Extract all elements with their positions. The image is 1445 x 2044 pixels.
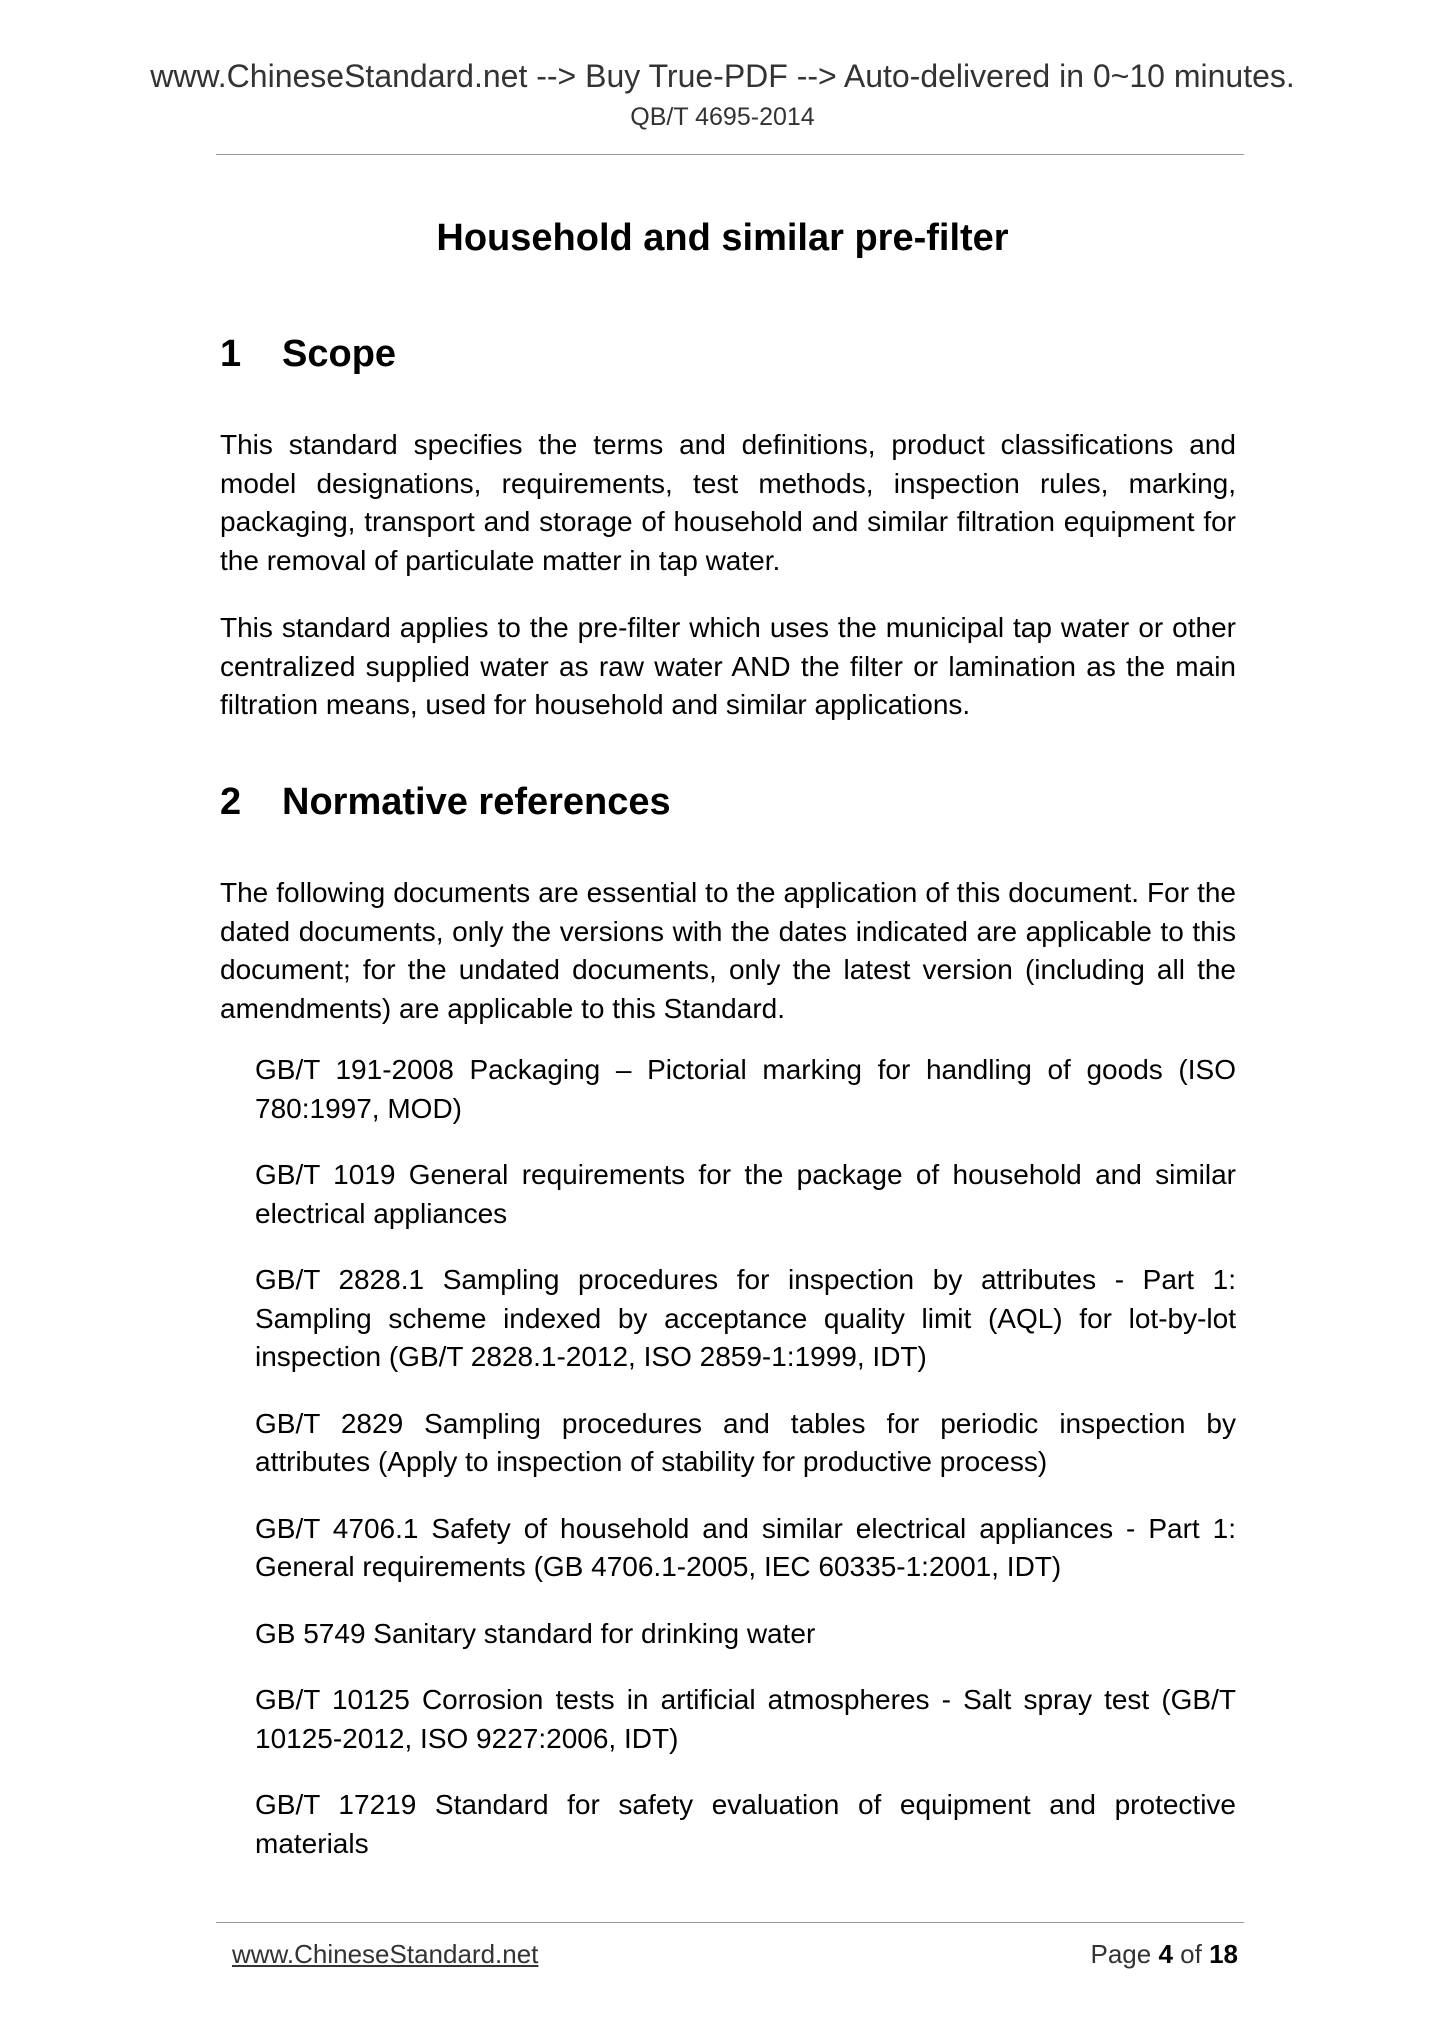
footer-site-link[interactable]: www.ChineseStandard.net bbox=[232, 1939, 539, 1969]
section-number: 1 bbox=[220, 333, 242, 375]
reference-item: GB/T 10125 Corrosion tests in artificial atmospheres - Salt spray test (GB/T 10125-2012, ISO 9227:2006, IDT) bbox=[255, 1684, 1236, 1754]
header-banner: www.ChineseStandard.net --> Buy True-PDF --> Auto-delivered in 0~10 minutes. bbox=[150, 58, 1295, 94]
reference-item: GB/T 4706.1 Safety of household and similar electrical appliances - Part 1: General requirements (GB 4706.1-2005, IEC 60335-1:2001, IDT) bbox=[255, 1512, 1236, 1582]
total-page-count: 18 bbox=[1209, 1939, 1238, 1969]
reference-item: GB/T 2829 Sampling procedures and tables for periodic inspection by attributes (Apply to inspection of stability for productive process) bbox=[255, 1407, 1236, 1477]
header-divider bbox=[216, 154, 1244, 155]
page-indicator bbox=[1090, 1939, 1238, 1970]
section-title: Scope bbox=[282, 333, 397, 375]
page-prefix: Page bbox=[1090, 1939, 1152, 1969]
page-of: of bbox=[1180, 1939, 1202, 1969]
header-standard-code: QB/T 4695-2014 bbox=[630, 103, 815, 131]
section-title: Normative references bbox=[282, 781, 671, 823]
reference-item: GB/T 1019 General requirements for the package of household and similar electrical appliances bbox=[255, 1159, 1236, 1229]
section-number: 2 bbox=[220, 781, 242, 823]
scope-paragraph-2: This standard applies to the pre-filter which uses the municipal tap water or other centralized supplied water as raw water AND the filter or lamination as the main filtration means, used for household and similar applications. bbox=[220, 612, 1236, 720]
reference-item: GB 5749 Sanitary standard for drinking water bbox=[255, 1617, 816, 1649]
section-heading-normative-references bbox=[220, 781, 671, 824]
reference-item: GB/T 2828.1 Sampling procedures for inspection by attributes - Part 1: Sampling scheme indexed by acceptance quality limit (AQL) for lot-by-lot inspection (GB/T 2828.1-2012, ISO 2859-1:1999, IDT) bbox=[255, 1264, 1236, 1372]
reference-item: GB/T 17219 Standard for safety evaluation of equipment and protective materials bbox=[255, 1789, 1236, 1859]
reference-list bbox=[255, 1051, 1236, 1891]
reference-item: GB/T 191-2008 Packaging – Pictorial marking for handling of goods (ISO 780:1997, MOD) bbox=[255, 1054, 1236, 1124]
current-page-number: 4 bbox=[1158, 1939, 1173, 1969]
references-intro-paragraph: The following documents are essential to the application of this document. For the dated documents, only the versions with the dates indicated are applicable to this document; for the undated documents, only the latest version (including all the amendments) are applicable to this Standard. bbox=[220, 877, 1236, 1024]
footer-divider bbox=[216, 1922, 1244, 1923]
scope-paragraph-1: This standard specifies the terms and definitions, product classifications and model designations, requirements, test methods, inspection rules, marking, packaging, transport and storage of household and similar filtration equipment for the removal of particulate matter in tap water. bbox=[220, 429, 1236, 576]
document-title: Household and similar pre-filter bbox=[436, 217, 1009, 259]
section-heading-scope bbox=[220, 333, 396, 376]
